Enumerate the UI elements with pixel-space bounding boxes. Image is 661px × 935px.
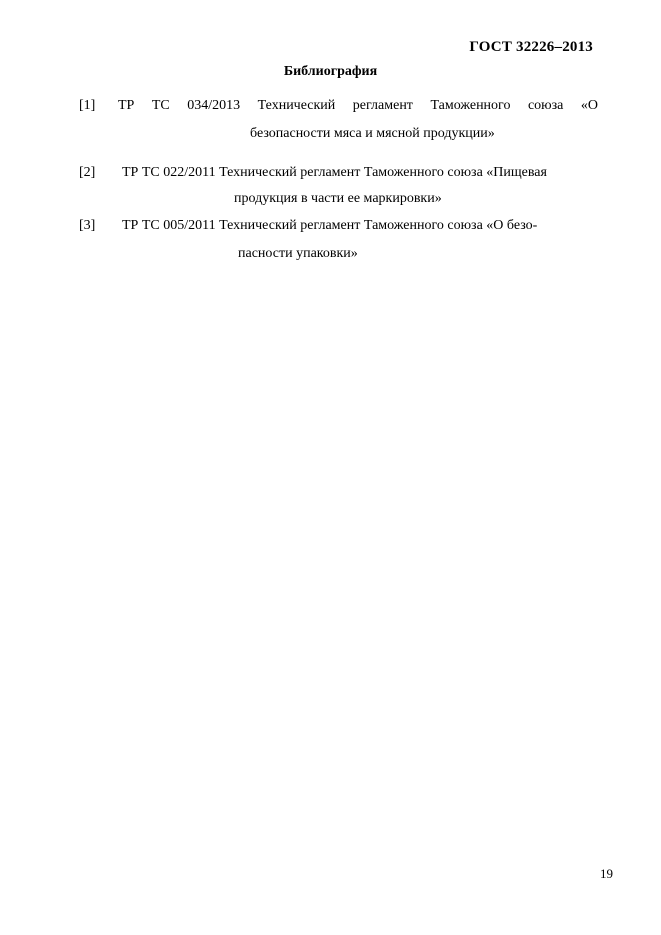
entry-text-line-2: продукция в части ее маркировки»	[234, 191, 442, 206]
entry-text-line-1: ТР ТС 034/2013 Технический регламент Таможенного союза «О	[118, 98, 598, 113]
document-code: ГОСТ 32226–2013	[469, 39, 593, 55]
section-title: Библиография	[283, 64, 378, 79]
entry-number: [2]	[79, 165, 96, 180]
page-number: 19	[600, 866, 613, 881]
entry-text-line-1: ТР ТС 005/2011 Технический регламент Таможенного союза «О безо-	[122, 218, 538, 233]
entry-text-line-2: безопасности мяса и мясной продукции»	[250, 126, 495, 141]
entry-text-line-2: пасности упаковки»	[238, 246, 358, 261]
entry-text-line-1: ТР ТС 022/2011 Технический регламент Таможенного союза «Пищевая	[122, 165, 547, 180]
entry-number: [3]	[79, 218, 96, 233]
entry-number: [1]	[79, 98, 96, 113]
